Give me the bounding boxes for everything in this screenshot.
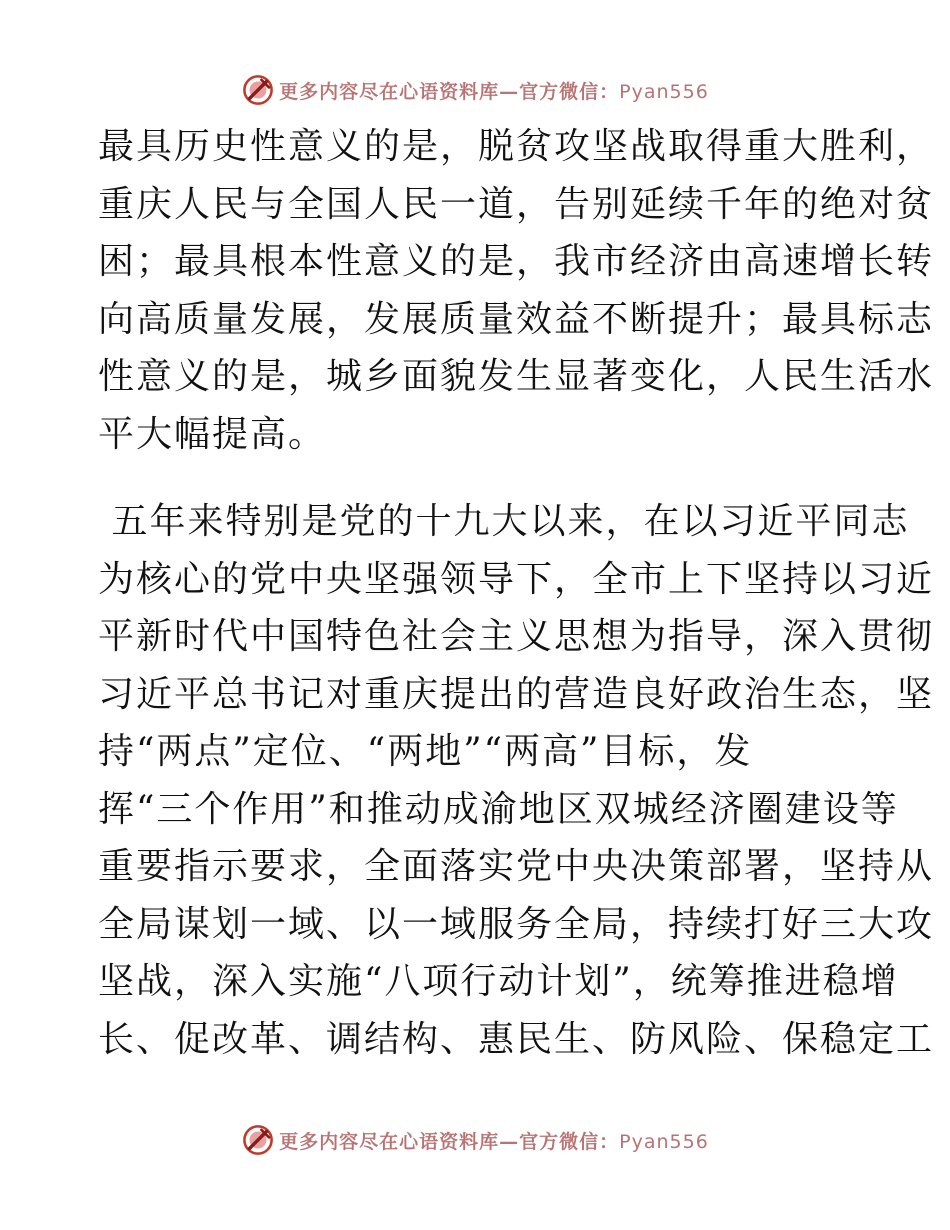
footer-watermark bbox=[0, 1120, 950, 1160]
text-line: 最具历史性意义的是，脱贫攻坚战取得重大胜利， bbox=[98, 126, 935, 167]
paragraph-1 bbox=[98, 118, 935, 463]
paragraph-2 bbox=[98, 493, 935, 1068]
text-line: 平新时代中国特色社会主义思想为指导，深入贯彻 bbox=[98, 616, 935, 657]
text-line: 向高质量发展，发展质量效益不断提升；最具标志 bbox=[98, 298, 935, 340]
text-line: 持“两点”定位、“两地”“两高”目标，发 bbox=[98, 731, 753, 772]
text-line: 五年来特别是党的十九大以来，在以习近平同志 bbox=[98, 501, 910, 542]
text-line: 长、促改革、调结构、惠民生、防风险、保稳定工 bbox=[98, 1018, 935, 1060]
text-line: 挥“三个作用”和推动成渝地区双城经济圈建设等 bbox=[98, 788, 899, 830]
text-line: 性意义的是，城乡面貌发生显著变化，人民生活水 bbox=[98, 356, 935, 397]
seal-logo-icon bbox=[241, 73, 275, 107]
header-watermark bbox=[0, 70, 950, 110]
footer-watermark-text: 更多内容尽在心语资料库—官方微信：Pyan556 bbox=[279, 1130, 709, 1153]
seal-logo-icon bbox=[241, 1123, 275, 1157]
text-line: 全局谋划一域、以一域服务全局，持续打好三大攻 bbox=[98, 903, 935, 945]
text-line: 困；最具根本性意义的是，我市经济由高速增长转 bbox=[98, 241, 935, 282]
text-line: 重要指示要求，全面落实党中央决策部署，坚持从 bbox=[98, 846, 935, 887]
text-line: 为核心的党中央坚强领导下，全市上下坚持以习近 bbox=[98, 558, 935, 600]
text-line: 习近平总书记对重庆提出的营造良好政治生态，坚 bbox=[98, 673, 935, 715]
document-body bbox=[98, 118, 935, 1068]
text-line: 坚战，深入实施“八项行动计划”，统筹推进稳增 bbox=[98, 961, 899, 1002]
text-line: 重庆人民与全国人民一道，告别延续千年的绝对贫 bbox=[98, 183, 935, 225]
paragraph-gap bbox=[98, 463, 858, 493]
header-watermark-text: 更多内容尽在心语资料库—官方微信：Pyan556 bbox=[279, 80, 709, 103]
text-line: 平大幅提高。 bbox=[98, 413, 327, 455]
